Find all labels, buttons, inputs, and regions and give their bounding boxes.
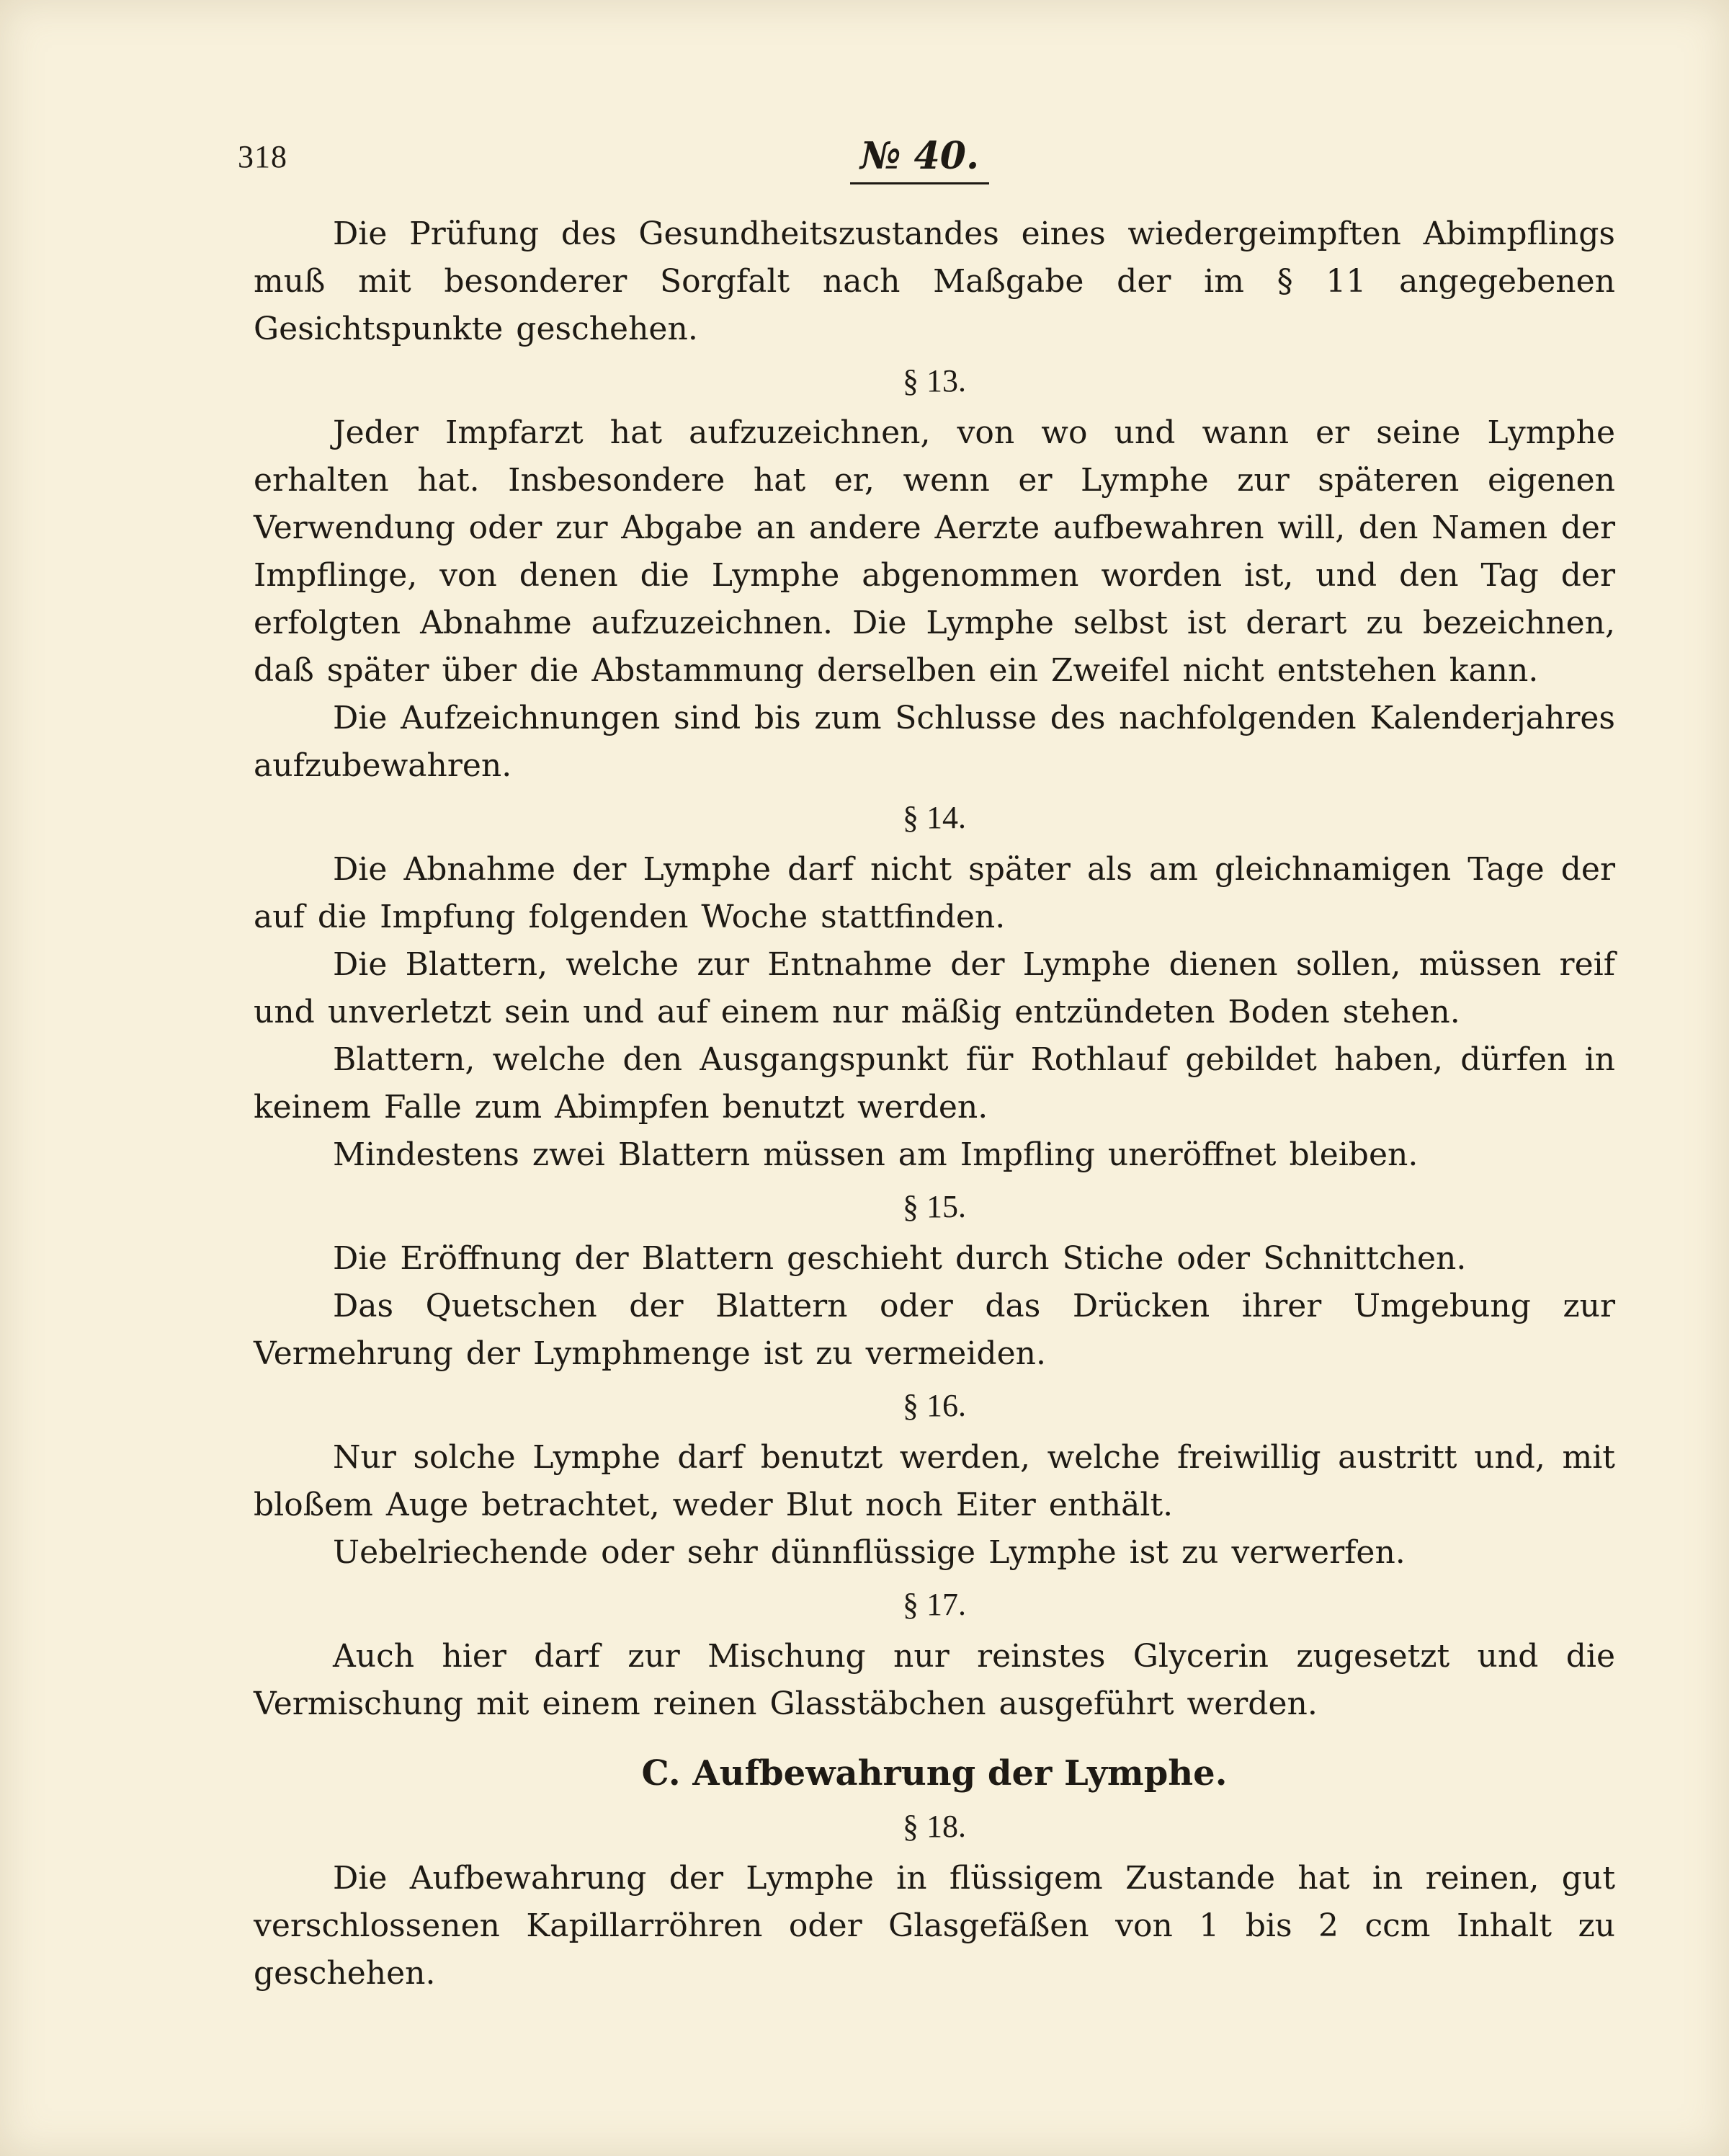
document-body: [254, 210, 1615, 1997]
paragraph: Die Blattern, welche zur Entnahme der Lymphe dienen sollen, müssen reif und unverletzt sein und auf einem nur mäßig entzündeten Boden stehen.: [254, 946, 1615, 1030]
paragraph: Die Prüfung des Gesundheitszustandes eines wiedergeimpften Abimpflings muß mit besonderer Sorgfalt nach Maßgabe der im § 11 angegebenen Gesichtspunkte geschehen.: [254, 215, 1615, 347]
page-header: [238, 134, 1621, 189]
paragraph: Die Eröffnung der Blattern geschieht durch Stiche oder Schnittchen.: [333, 1240, 1467, 1277]
paragraph: Die Abnahme der Lymphe darf nicht später als am gleichnamigen Tage der auf die Impfung folgenden Woche stattfinden.: [254, 851, 1615, 935]
section-heading-14: § 14.: [903, 800, 966, 835]
paragraph: Die Aufzeichnungen sind bis zum Schlusse des nachfolgenden Kalenderjahres aufzubewahren.: [254, 700, 1615, 784]
chapter-subheading: C. Aufbewahrung der Lymphe.: [641, 1753, 1228, 1794]
paragraph: Blattern, welche den Ausgangspunkt für Rothlauf gebildet haben, dürfen in keinem Falle zum Abimpfen benutzt werden.: [254, 1041, 1615, 1126]
section-heading-17: § 17.: [903, 1587, 966, 1622]
page-number: 318: [238, 139, 287, 174]
paragraph: Auch hier darf zur Mischung nur reinstes Glycerin zugesetzt und die Vermischung mit einem reinen Glasstäbchen ausgeführt werden.: [254, 1638, 1615, 1722]
section-heading-18: § 18.: [903, 1809, 966, 1844]
paragraph: Mindestens zwei Blattern müssen am Impfling uneröffnet bleiben.: [333, 1136, 1419, 1173]
section-heading-15: § 15.: [903, 1189, 966, 1224]
paragraph: Die Aufbewahrung der Lymphe in flüssigem Zustande hat in reinen, gut verschlossenen Kapillarröhren oder Glasgefäßen von 1 bis 2 ccm Inhalt zu geschehen.: [254, 1860, 1615, 1992]
section-heading-16: § 16.: [903, 1388, 966, 1423]
issue-number: № 40.: [850, 134, 989, 184]
paragraph: Jeder Impfarzt hat aufzuzeichnen, von wo und wann er seine Lymphe erhalten hat. Insbesondere hat er, wenn er Lymphe zur späteren eigenen Verwendung oder zur Abgabe an andere Aerzte aufbewahren will, den Namen der Impflinge, von denen die Lymphe abgenommen worden ist, und den Tag der erfolgten Abnahme aufzuzeichnen. Die Lymphe selbst ist derart zu bezeichnen, daß später über die Abstammung derselben ein Zweifel nicht entstehen kann.: [254, 414, 1615, 689]
section-heading-13: § 13.: [903, 363, 966, 398]
paragraph: Uebelriechende oder sehr dünnflüssige Lymphe ist zu verwerfen.: [333, 1534, 1406, 1571]
paragraph: Das Quetschen der Blattern oder das Drücken ihrer Umgebung zur Vermehrung der Lymphmenge ist zu vermeiden.: [254, 1288, 1615, 1372]
paragraph: Nur solche Lymphe darf benutzt werden, welche freiwillig austritt und, mit bloßem Auge betrachtet, weder Blut noch Eiter enthält.: [254, 1439, 1615, 1523]
